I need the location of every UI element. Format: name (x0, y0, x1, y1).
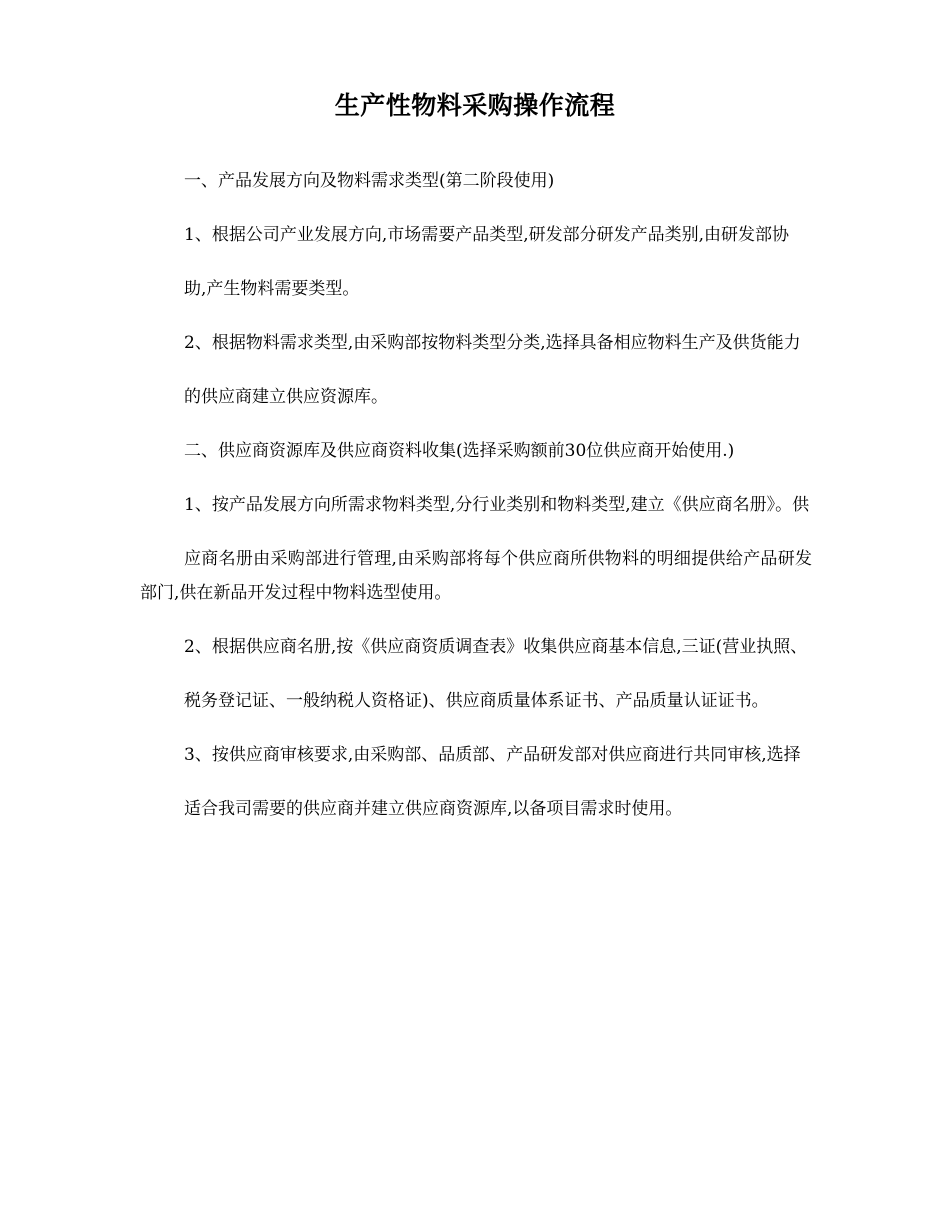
paragraph: 应商名册由采购部进行管理,由采购部将每个供应商所供物料的明细提供给产品研发部门,供在新品开发过程中物料选型使用。 (140, 549, 812, 603)
paragraph: 1、根据公司产业发展方向,市场需要产品类型,研发部分研发产品类别,由研发部协 (184, 225, 790, 245)
paragraph: 2、根据物料需求类型,由采购部按物料类型分类,选择具备相应物料生产及供货能力 (184, 333, 801, 353)
document-title: 生产性物料采购操作流程 (334, 91, 616, 120)
paragraph: 适合我司需要的供应商并建立供应商资源库,以备项目需求时使用。 (184, 799, 683, 819)
paragraph: 的供应商建立供应资源库。 (184, 387, 388, 407)
paragraph: 助,产生物料需要类型。 (184, 279, 360, 299)
section-heading-2: 二、供应商资源库及供应商资料收集(选择采购额前30位供应商开始使用.) (184, 441, 735, 461)
paragraph: 税务登记证、一般纳税人资格证)、供应商质量体系证书、产品质量认证证书。 (184, 691, 769, 711)
paragraph: 1、按产品发展方向所需求物料类型,分行业类别和物料类型,建立《供应商名册》。供 (184, 495, 810, 515)
paragraph: 3、按供应商审核要求,由采购部、品质部、产品研发部对供应商进行共同审核,选择 (184, 745, 801, 765)
section-heading-1: 一、产品发展方向及物料需求类型(第二阶段使用) (184, 171, 555, 191)
paragraph: 2、根据供应商名册,按《供应商资质调查表》收集供应商基本信息,三证(营业执照、 (184, 637, 808, 657)
document-body (140, 164, 812, 826)
